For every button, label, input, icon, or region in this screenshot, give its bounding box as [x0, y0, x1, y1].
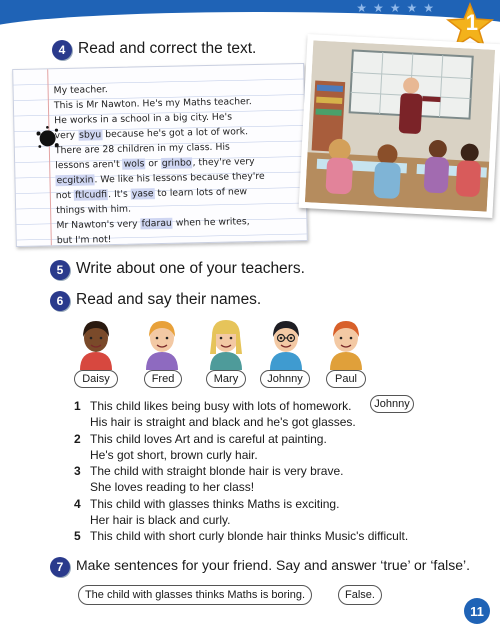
note-line: My teacher. — [53, 84, 108, 97]
jumbled-word: ecgitxin — [56, 174, 94, 187]
note-line: not ftlcudfi. It's yase to learn lots of new — [55, 186, 248, 202]
list-item — [74, 463, 494, 496]
notebook-margin-line — [47, 69, 52, 245]
exercise-6-number: 6 — [50, 291, 70, 311]
page-number: 11 — [464, 598, 490, 624]
dialogue-statement: The child with glasses thinks Maths is boring. — [78, 585, 312, 605]
item-text: This child loves Art and is careful at painting. — [90, 431, 327, 446]
exercise-5-number: 5 — [50, 260, 70, 280]
item-text: His hair is straight and black and he's got glasses. — [90, 415, 356, 430]
jumbled-word: yase — [131, 188, 154, 200]
item-number: 1 — [74, 399, 81, 413]
list-item — [74, 528, 494, 544]
item-text: This child with glasses thinks Maths is exciting. — [90, 496, 340, 511]
note-line: but I'm not! — [56, 234, 112, 247]
item-text: The child with straight blonde hair is very brave. — [90, 464, 344, 479]
classroom-photo — [299, 34, 500, 218]
name-label-mary: Mary — [206, 370, 246, 388]
unit-number: 1 — [465, 10, 478, 35]
child-johnny-illustration — [262, 316, 310, 370]
item-text: He's got short, brown curly hair. — [90, 447, 258, 462]
note-line: Mr Nawton's very fdarau when he writes, — [56, 216, 250, 232]
item-text: Her hair is black and curly. — [90, 513, 231, 528]
item-number: 4 — [74, 496, 81, 511]
note-line: ecgitxin. We like his lessons because they're — [56, 170, 265, 187]
exercise-4-number: 4 — [52, 40, 72, 60]
notebook-body — [53, 78, 300, 248]
item-text: She loves reading to her class! — [90, 480, 255, 495]
classroom-photo-image — [305, 40, 495, 211]
item-number: 2 — [74, 431, 81, 446]
exercise-7-number: 7 — [50, 557, 70, 577]
dialogue-reply: False. — [338, 585, 382, 605]
exercise-5-title: Write about one of your teachers. — [76, 260, 305, 277]
answer-bubble: Johnny — [370, 395, 414, 413]
note-line: very sbyu because he's got a lot of work. — [54, 126, 249, 142]
exercise-4-title: Read and correct the text. — [78, 40, 257, 57]
top-banner — [0, 0, 500, 26]
name-label-daisy: Daisy — [74, 370, 118, 388]
jumbled-word: ftlcudfi — [74, 189, 108, 201]
notebook-text — [12, 63, 308, 247]
exercise-7-title: Make sentences for your friend. Say and answer ‘true’ or ‘false’. — [76, 557, 471, 573]
child-mary-illustration — [202, 316, 250, 370]
child-fred-illustration — [138, 316, 186, 370]
note-line: He works in a school in a big city. He's — [54, 111, 233, 127]
jumbled-word: wols — [123, 158, 145, 170]
banner-stars: ★★★★★ — [356, 1, 440, 15]
list-item — [74, 398, 494, 431]
note-line: lessons aren't wols or grinbo, they're very — [55, 156, 255, 172]
name-label-paul: Paul — [326, 370, 366, 388]
item-number: 3 — [74, 464, 81, 479]
child-daisy-illustration — [72, 316, 120, 370]
list-item — [74, 431, 494, 464]
name-label-fred: Fred — [144, 370, 182, 388]
note-line: This is Mr Nawton. He's my Maths teacher. — [53, 96, 252, 112]
item-number: 5 — [74, 529, 81, 544]
item-text: This child with short curly blonde hair thinks Music's difficult. — [90, 529, 409, 544]
exercise-6-title: Read and say their names. — [76, 291, 262, 308]
note-line: There are 28 children in my class. His — [54, 141, 230, 157]
jumbled-word: grinbo — [161, 157, 192, 169]
list-item — [74, 496, 494, 529]
child-paul-illustration — [322, 316, 370, 370]
note-line: things with him. — [56, 203, 132, 217]
item-text: This child likes being busy with lots of homework. — [90, 399, 352, 413]
exercise-6-items — [74, 398, 494, 545]
jumbled-word: sbyu — [78, 129, 102, 141]
jumbled-word: fdarau — [141, 217, 172, 230]
name-label-johnny: Johnny — [260, 370, 310, 388]
